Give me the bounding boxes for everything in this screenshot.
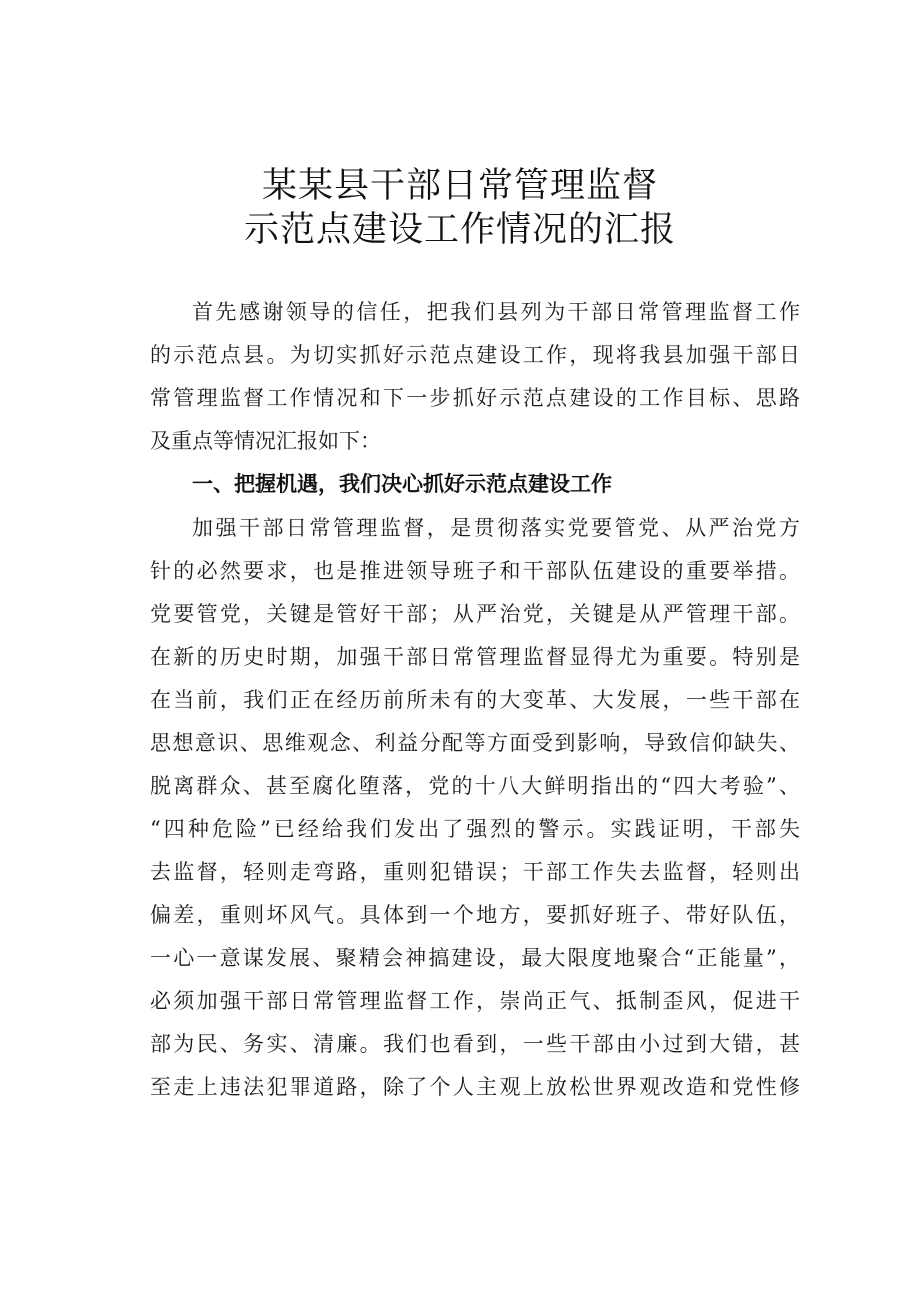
paragraph-line: 在新的历史时期，加强干部日常管理监督显得尤为重要。特别是 <box>150 645 800 669</box>
paragraph-line: 针的必然要求，也是推进领导班子和干部队伍建设的重要举措。 <box>150 559 800 583</box>
paragraph-line: “四种危险”已经给我们发出了强烈的警示。实践证明，干部失 <box>150 817 800 841</box>
paragraph-line: 加强干部日常管理监督，是贯彻落实党要管党、从严治党方 <box>192 516 800 540</box>
document-title-line-1: 某某县干部日常管理监督 <box>261 166 658 206</box>
paragraph-line: 及重点等情况汇报如下： <box>150 429 381 453</box>
paragraph-line: 首先感谢领导的信任，把我们县列为干部日常管理监督工作 <box>192 300 800 324</box>
paragraph-line: 必须加强干部日常管理监督工作，崇尚正气、抵制歪风，促进干 <box>150 989 800 1013</box>
paragraph-line: 至走上违法犯罪道路，除了个人主观上放松世界观改造和党性修 <box>150 1075 800 1099</box>
paragraph-line: 部为民、务实、清廉。我们也看到，一些干部由小过到大错，甚 <box>150 1032 800 1056</box>
paragraph-line: 的示范点县。为切实抓好示范点建设工作，现将我县加强干部日 <box>150 343 800 367</box>
paragraph-line: 常管理监督工作情况和下一步抓好示范点建设的工作目标、思路 <box>150 386 800 410</box>
document-title-line-2: 示范点建设工作情况的汇报 <box>243 210 676 250</box>
paragraph-line: 思想意识、思维观念、利益分配等方面受到影响，导致信仰缺失、 <box>150 731 800 755</box>
paragraph-line: 偏差，重则坏风气。具体到一个地方，要抓好班子、带好队伍， <box>150 903 800 927</box>
paragraph-line: 去监督，轻则走弯路，重则犯错误；干部工作失去监督，轻则出 <box>150 860 800 884</box>
paragraph-line: 脱离群众、甚至腐化堕落，党的十八大鲜明指出的“四大考验”、 <box>150 774 800 798</box>
paragraph-line: 在当前，我们正在经历前所未有的大变革、大发展，一些干部在 <box>150 688 800 712</box>
section-heading: 一、把握机遇，我们决心抓好示范点建设工作 <box>192 472 612 496</box>
paragraph-line: 一心一意谋发展、聚精会神搞建设，最大限度地聚合“正能量”， <box>150 946 800 970</box>
paragraph-line: 党要管党，关键是管好干部；从严治党，关键是从严管理干部。 <box>150 602 800 626</box>
